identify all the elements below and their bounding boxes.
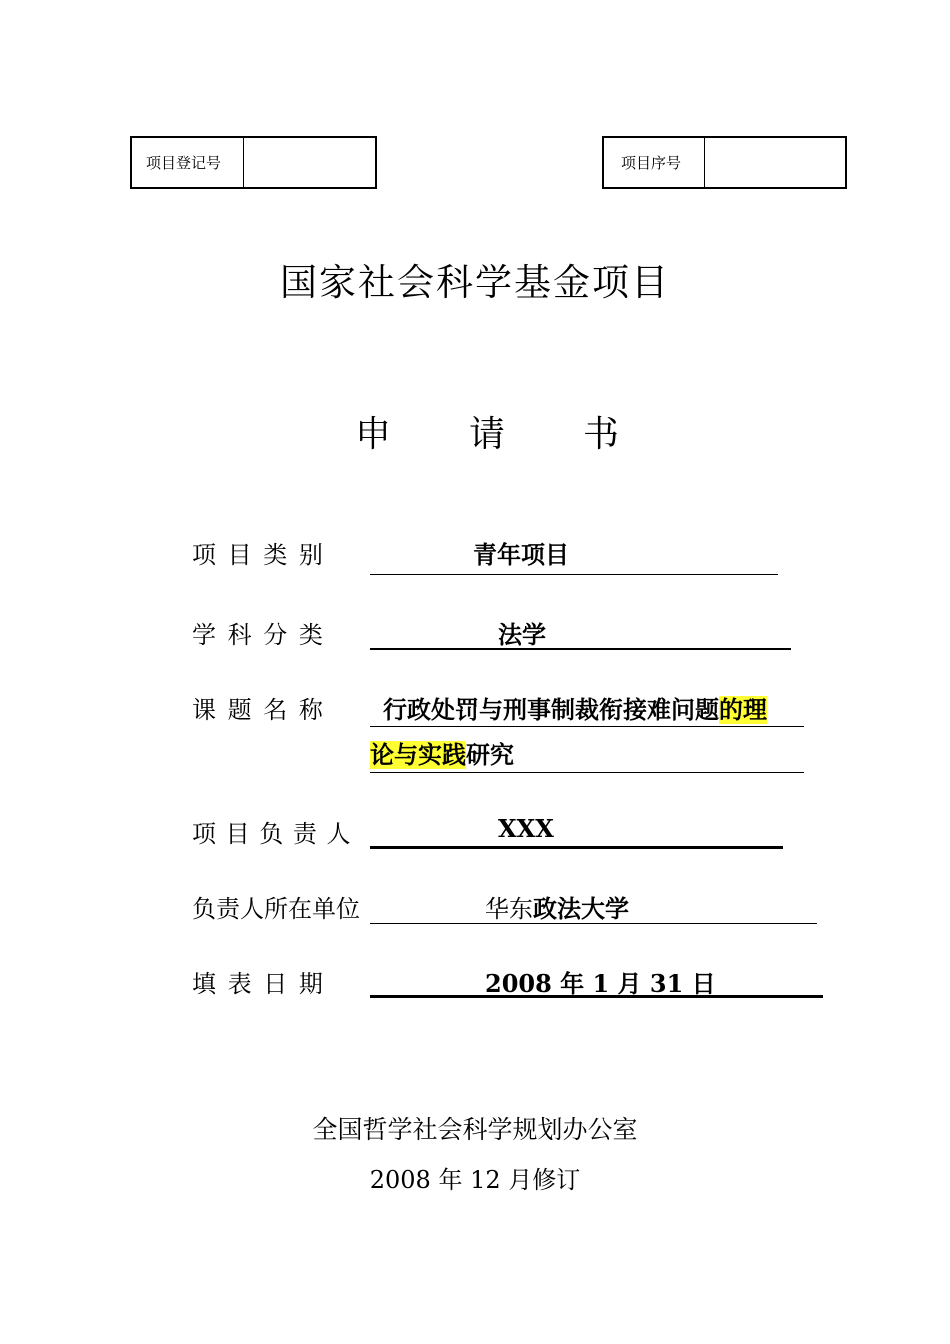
topic-line1-plain: 行政处罚与刑事制裁衔接难问题	[383, 696, 719, 724]
discipline-underline	[370, 648, 791, 650]
document-title: 国家社会科学基金项目	[280, 261, 670, 304]
topic-underline-1	[370, 726, 804, 727]
topic-line1-highlight: 的理	[719, 696, 767, 724]
issuing-office: 全国哲学社会科学规划办公室	[312, 1115, 638, 1144]
discipline-label: 学 科 分 类	[192, 621, 325, 649]
topic-line2-plain: 研究	[466, 741, 514, 769]
revision-date: 2008 年 12 月修订	[369, 1166, 581, 1194]
subtitle-char-2: 请	[469, 414, 506, 455]
unit-value[interactable]	[485, 889, 629, 924]
date-underline	[370, 995, 823, 998]
topic-underline-2	[370, 772, 804, 773]
serial-number-box	[602, 136, 847, 189]
category-value[interactable]: 青年项目	[473, 541, 569, 569]
leader-label: 项 目 负 责 人	[192, 820, 352, 848]
leader-underline	[370, 846, 783, 849]
unit-underline	[370, 923, 817, 924]
registration-number-value[interactable]	[244, 138, 375, 187]
serial-number-label: 项目序号	[604, 138, 705, 187]
registration-number-box	[130, 136, 377, 189]
subtitle-char-1: 申	[355, 414, 392, 455]
date-label: 填 表 日 期	[192, 970, 325, 998]
category-underline	[370, 574, 778, 575]
registration-number-label: 项目登记号	[132, 138, 244, 187]
category-label: 项 目 类 别	[192, 541, 325, 569]
unit-value-bold: 政法大学	[533, 895, 629, 923]
leader-value[interactable]: XXX	[498, 814, 554, 843]
topic-line2-highlight: 论与实践	[370, 741, 466, 769]
unit-value-plain: 华东	[485, 895, 533, 923]
discipline-value[interactable]: 法学	[498, 621, 546, 649]
unit-label: 负责人所在单位	[192, 895, 360, 923]
topic-label: 课 题 名 称	[192, 696, 325, 724]
date-value[interactable]: 2008 年 1 月 31 日	[485, 969, 716, 998]
serial-number-value[interactable]	[705, 138, 845, 187]
topic-value-line1[interactable]	[383, 690, 767, 725]
subtitle-char-3: 书	[583, 414, 620, 455]
topic-value-line2[interactable]	[370, 735, 514, 770]
